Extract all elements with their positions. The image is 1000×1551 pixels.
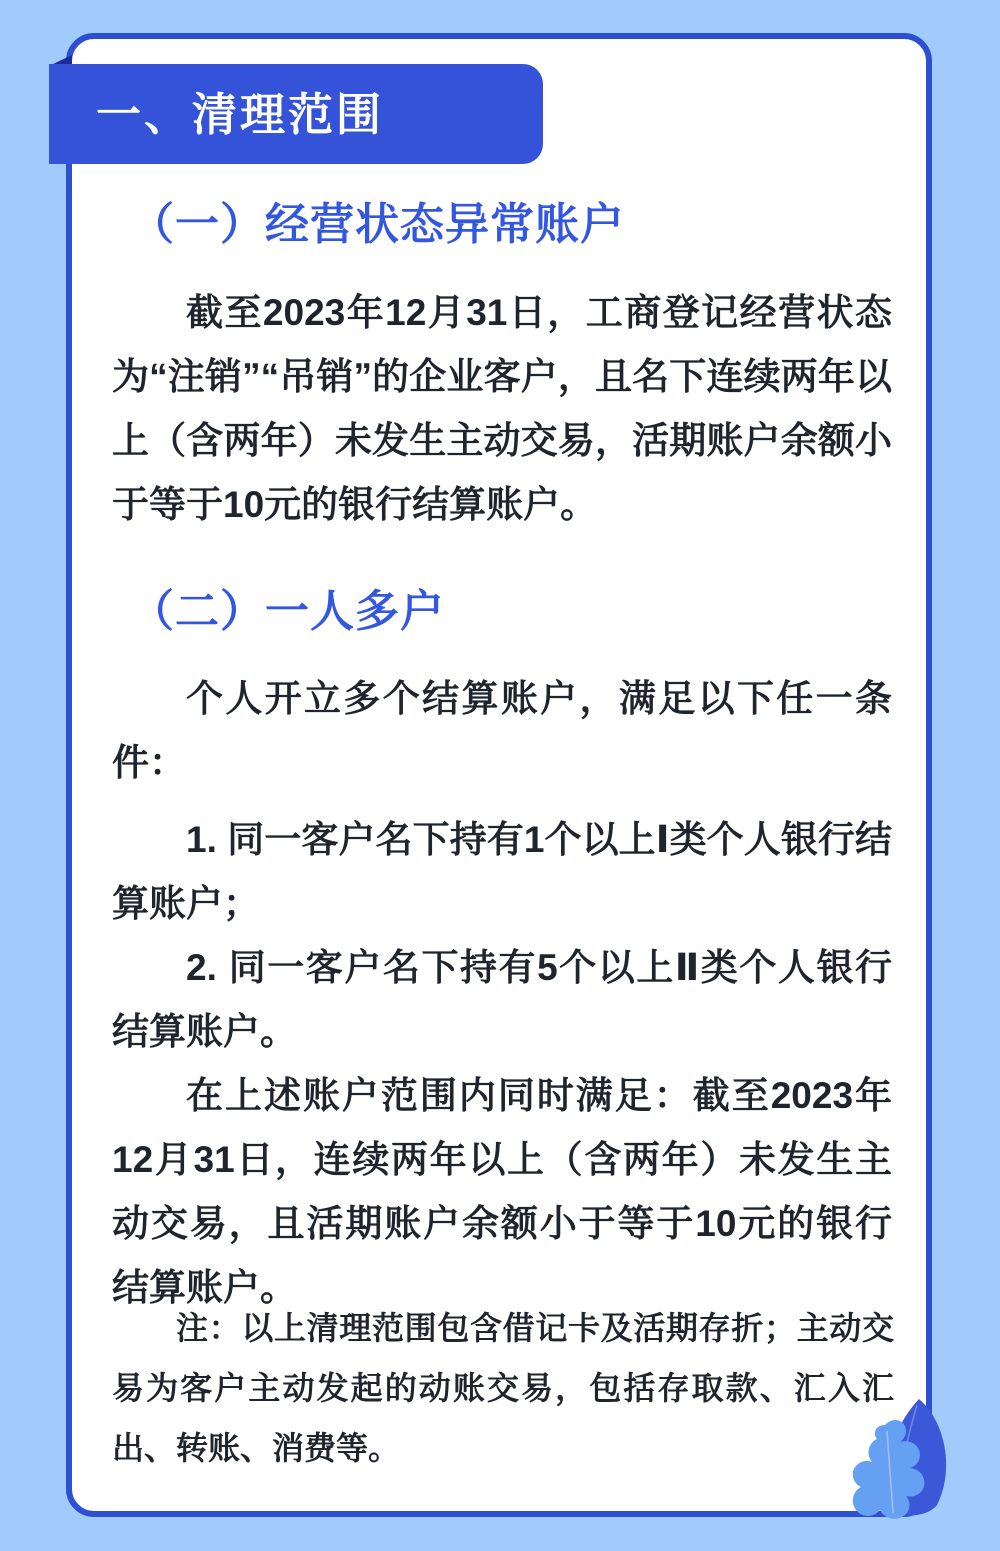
section-ribbon-label: 一、清理范围 (96, 88, 385, 140)
list-item-2: 2. 同一客户名下持有5个以上Ⅱ类个人银行结算账户。 (112, 947, 892, 1052)
paragraph: 在上述账户范围内同时满足：截至2023年12月31日，连续两年以上（含两年）未发生主动交易，且活期账户余额小于等于10元的银行结算账户。 (112, 1075, 892, 1308)
subsection-1-body (112, 281, 892, 537)
paragraph: 截至2023年12月31日，工商登记经营状态为“注销”“吊销”的企业客户，且名下连续两年以上（含两年）未发生主动交易，活期账户余额小于等于10元的银行结算账户。 (112, 292, 892, 525)
subsection-2-body (112, 667, 892, 1320)
list-item-1: 1. 同一客户名下持有1个以上Ⅰ类个人银行结算账户； (112, 819, 892, 924)
section-ribbon (49, 64, 543, 164)
subsection-2-heading: （二）一人多户 (130, 587, 445, 636)
paragraph: 个人开立多个结算账户，满足以下任一条件： (112, 678, 892, 783)
note-text: 注：以上清理范围包含借记卡及活期存折；主动交易为客户主动发起的动账交易，包括存取款、汇入汇出、转账、消费等。 (112, 1310, 894, 1466)
subsection-1-heading: （一）经营状态异常账户 (130, 200, 625, 249)
leaves-icon (845, 1393, 980, 1523)
